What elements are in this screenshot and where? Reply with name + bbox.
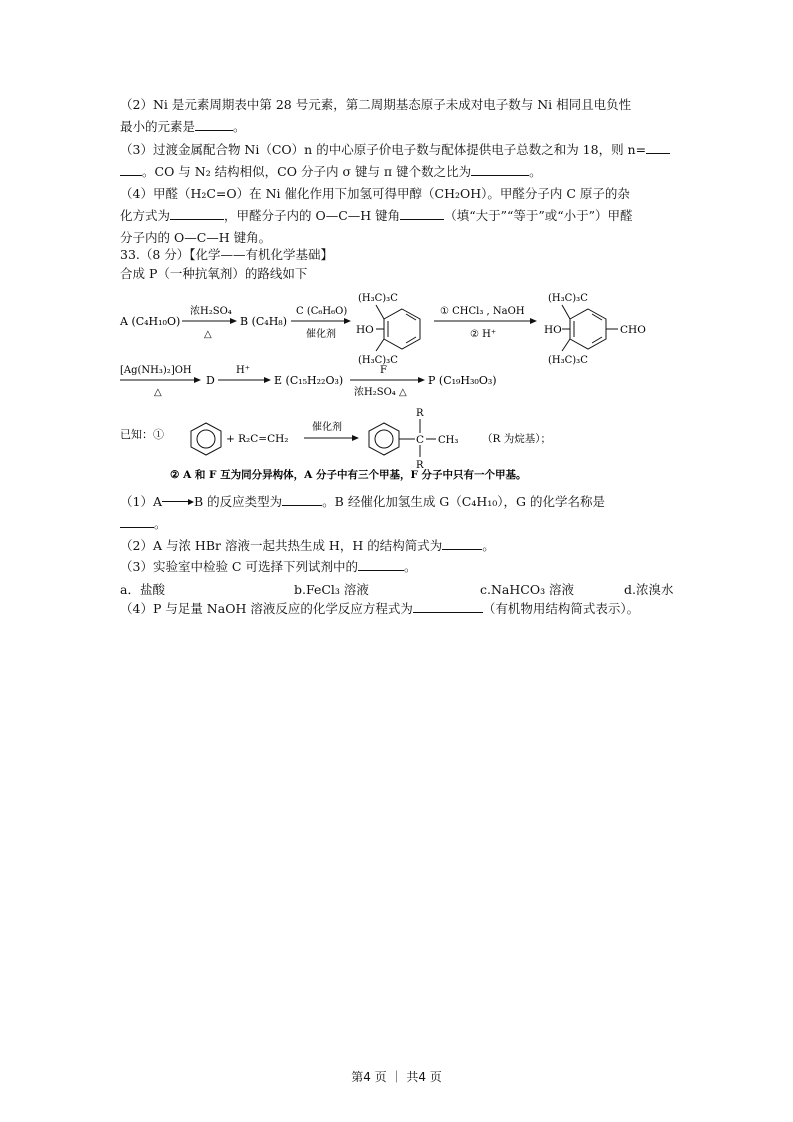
compound-D: D <box>206 374 215 387</box>
compound-B: B (C₄H₈) <box>240 315 287 328</box>
s2-line: （2）A 与浓 HBr 溶液一起共热生成 H，H 的结构简式为 。 <box>120 538 495 553</box>
reagent-7-top: 催化剂 <box>312 422 342 433</box>
option-d: d.浓溴水 <box>624 582 674 597</box>
reagent-3-top: ① CHCl₃ , NaOH <box>440 306 525 317</box>
answer-blank[interactable] <box>413 600 483 613</box>
q4-line3: 分子内的 O—C—H 键角。 <box>120 230 272 245</box>
alkene-reagent: + R₂C=CH₂ <box>226 433 289 445</box>
aldehyde-group: CHO <box>620 324 646 336</box>
s1-line2: 。 <box>120 515 167 533</box>
s3-line: （3）实验室中检验 C 可选择下列试剂中的 。 <box>120 559 417 574</box>
reagent-1-top: 浓H₂SO₄ <box>190 306 232 317</box>
q3-line2: 。CO 与 N₂ 结构相似，CO 分子内 σ 键与 π 键个数之比为 。 <box>120 163 542 181</box>
tert-butyl-2: (H₃C)₃C <box>358 355 398 366</box>
tert-butyl-3: (H₃C)₃C <box>548 293 588 304</box>
answer-blank[interactable] <box>120 163 142 176</box>
answer-blank[interactable] <box>646 141 670 154</box>
reagent-3-bottom: ② H⁺ <box>470 329 497 340</box>
reagent-2-top: C (C₆H₆O) <box>296 306 348 317</box>
answer-blank[interactable] <box>358 558 404 571</box>
q33-intro: 合成 P（一种抗氧剂）的路线如下 <box>120 266 308 281</box>
hydroxyl-2: HO <box>544 324 562 336</box>
answer-blank[interactable] <box>195 118 233 131</box>
reagent-2-bottom: 催化剂 <box>306 329 336 340</box>
known-note-2: ② A 和 F 互为同分异构体，A 分子中有三个甲基，F 分子中只有一个甲基。 <box>170 469 527 481</box>
q2-line1: （2）Ni 是元素周期表中第 28 号元素，第二周期基态原子未成对电子数与 Ni 相同且电负性 <box>120 97 632 112</box>
answer-blank[interactable] <box>170 207 224 220</box>
page-footer: 第4 页 ｜ 共4 页 <box>351 1070 442 1084</box>
benzene-structure <box>191 423 221 455</box>
reagent-4-bottom: △ <box>154 387 162 398</box>
q2-line2: 最小的元素是 。 <box>120 119 246 134</box>
compound-E: E (C₁₅H₂₂O₃) <box>274 374 344 387</box>
compound-A: A (C₄H₁₀O) <box>120 315 181 328</box>
compound-P: P (C₁₉H₃₀O₃) <box>428 374 497 387</box>
aldehyde-structure <box>544 293 646 366</box>
reagent-4-top: [Ag(NH₃)₂]OH <box>120 365 192 376</box>
synthesis-scheme <box>118 283 678 483</box>
reagent-5-top: H⁺ <box>236 365 250 376</box>
r-note: （R 为烷基）； <box>482 433 551 445</box>
substituent-R-top: R <box>416 408 424 419</box>
reagent-1-bottom: △ <box>204 329 212 340</box>
option-a: a．盐酸 <box>120 582 165 597</box>
methyl-group: CH₃ <box>438 435 459 446</box>
option-b: b.FeCl₃ 溶液 <box>294 582 369 597</box>
substituent-R-bottom: R <box>416 460 424 471</box>
q4-line1: （4）甲醛（H₂C=O）在 Ni 催化作用下加氢可得甲醇（CH₂OH）。甲醛分子内 C 原子的杂 <box>120 186 630 201</box>
alkylbenzene-structure <box>369 408 458 471</box>
answer-blank[interactable] <box>400 207 444 220</box>
reagent-6-bottom: 浓H₂SO₄ △ <box>354 387 407 398</box>
svg-text:C: C <box>416 434 425 446</box>
tert-butyl-1: (H₃C)₃C <box>358 293 398 304</box>
s4-line: （4）P 与足量 NaOH 溶液反应的化学反应方程式为 （有机物用结构简式表示）。 <box>120 601 640 616</box>
q3-line1: （3）过渡金属配合物 Ni（CO）n 的中心原子价电子数与配体提供电子总数之和为 18，则 n= <box>120 141 670 159</box>
reaction-arrow <box>162 501 188 502</box>
answer-blank[interactable] <box>471 163 529 176</box>
answer-blank[interactable] <box>442 537 482 550</box>
answer-blank[interactable] <box>282 493 322 506</box>
q4-line2: 化方式为 ，甲醛分子内的 O—C—H 键角 （填“大于”“等于”或“小于”）甲醛 <box>120 208 633 223</box>
reagent-6-top: F <box>380 365 387 376</box>
tert-butyl-4: (H₃C)₃C <box>548 355 588 366</box>
known-label: 已知：① <box>120 428 164 441</box>
q33-title: 33.（8 分）【化学——有机化学基础】 <box>120 247 334 262</box>
answer-blank[interactable] <box>120 515 154 528</box>
hydroxyl-1: HO <box>356 324 374 336</box>
phenol-structure <box>356 293 420 366</box>
s1-line1: （1）A B 的反应类型为 。B 经催化加氢生成 G（C₄H₁₀），G 的化学名称是 <box>120 494 605 509</box>
option-c: c.NaHCO₃ 溶液 <box>480 582 575 597</box>
